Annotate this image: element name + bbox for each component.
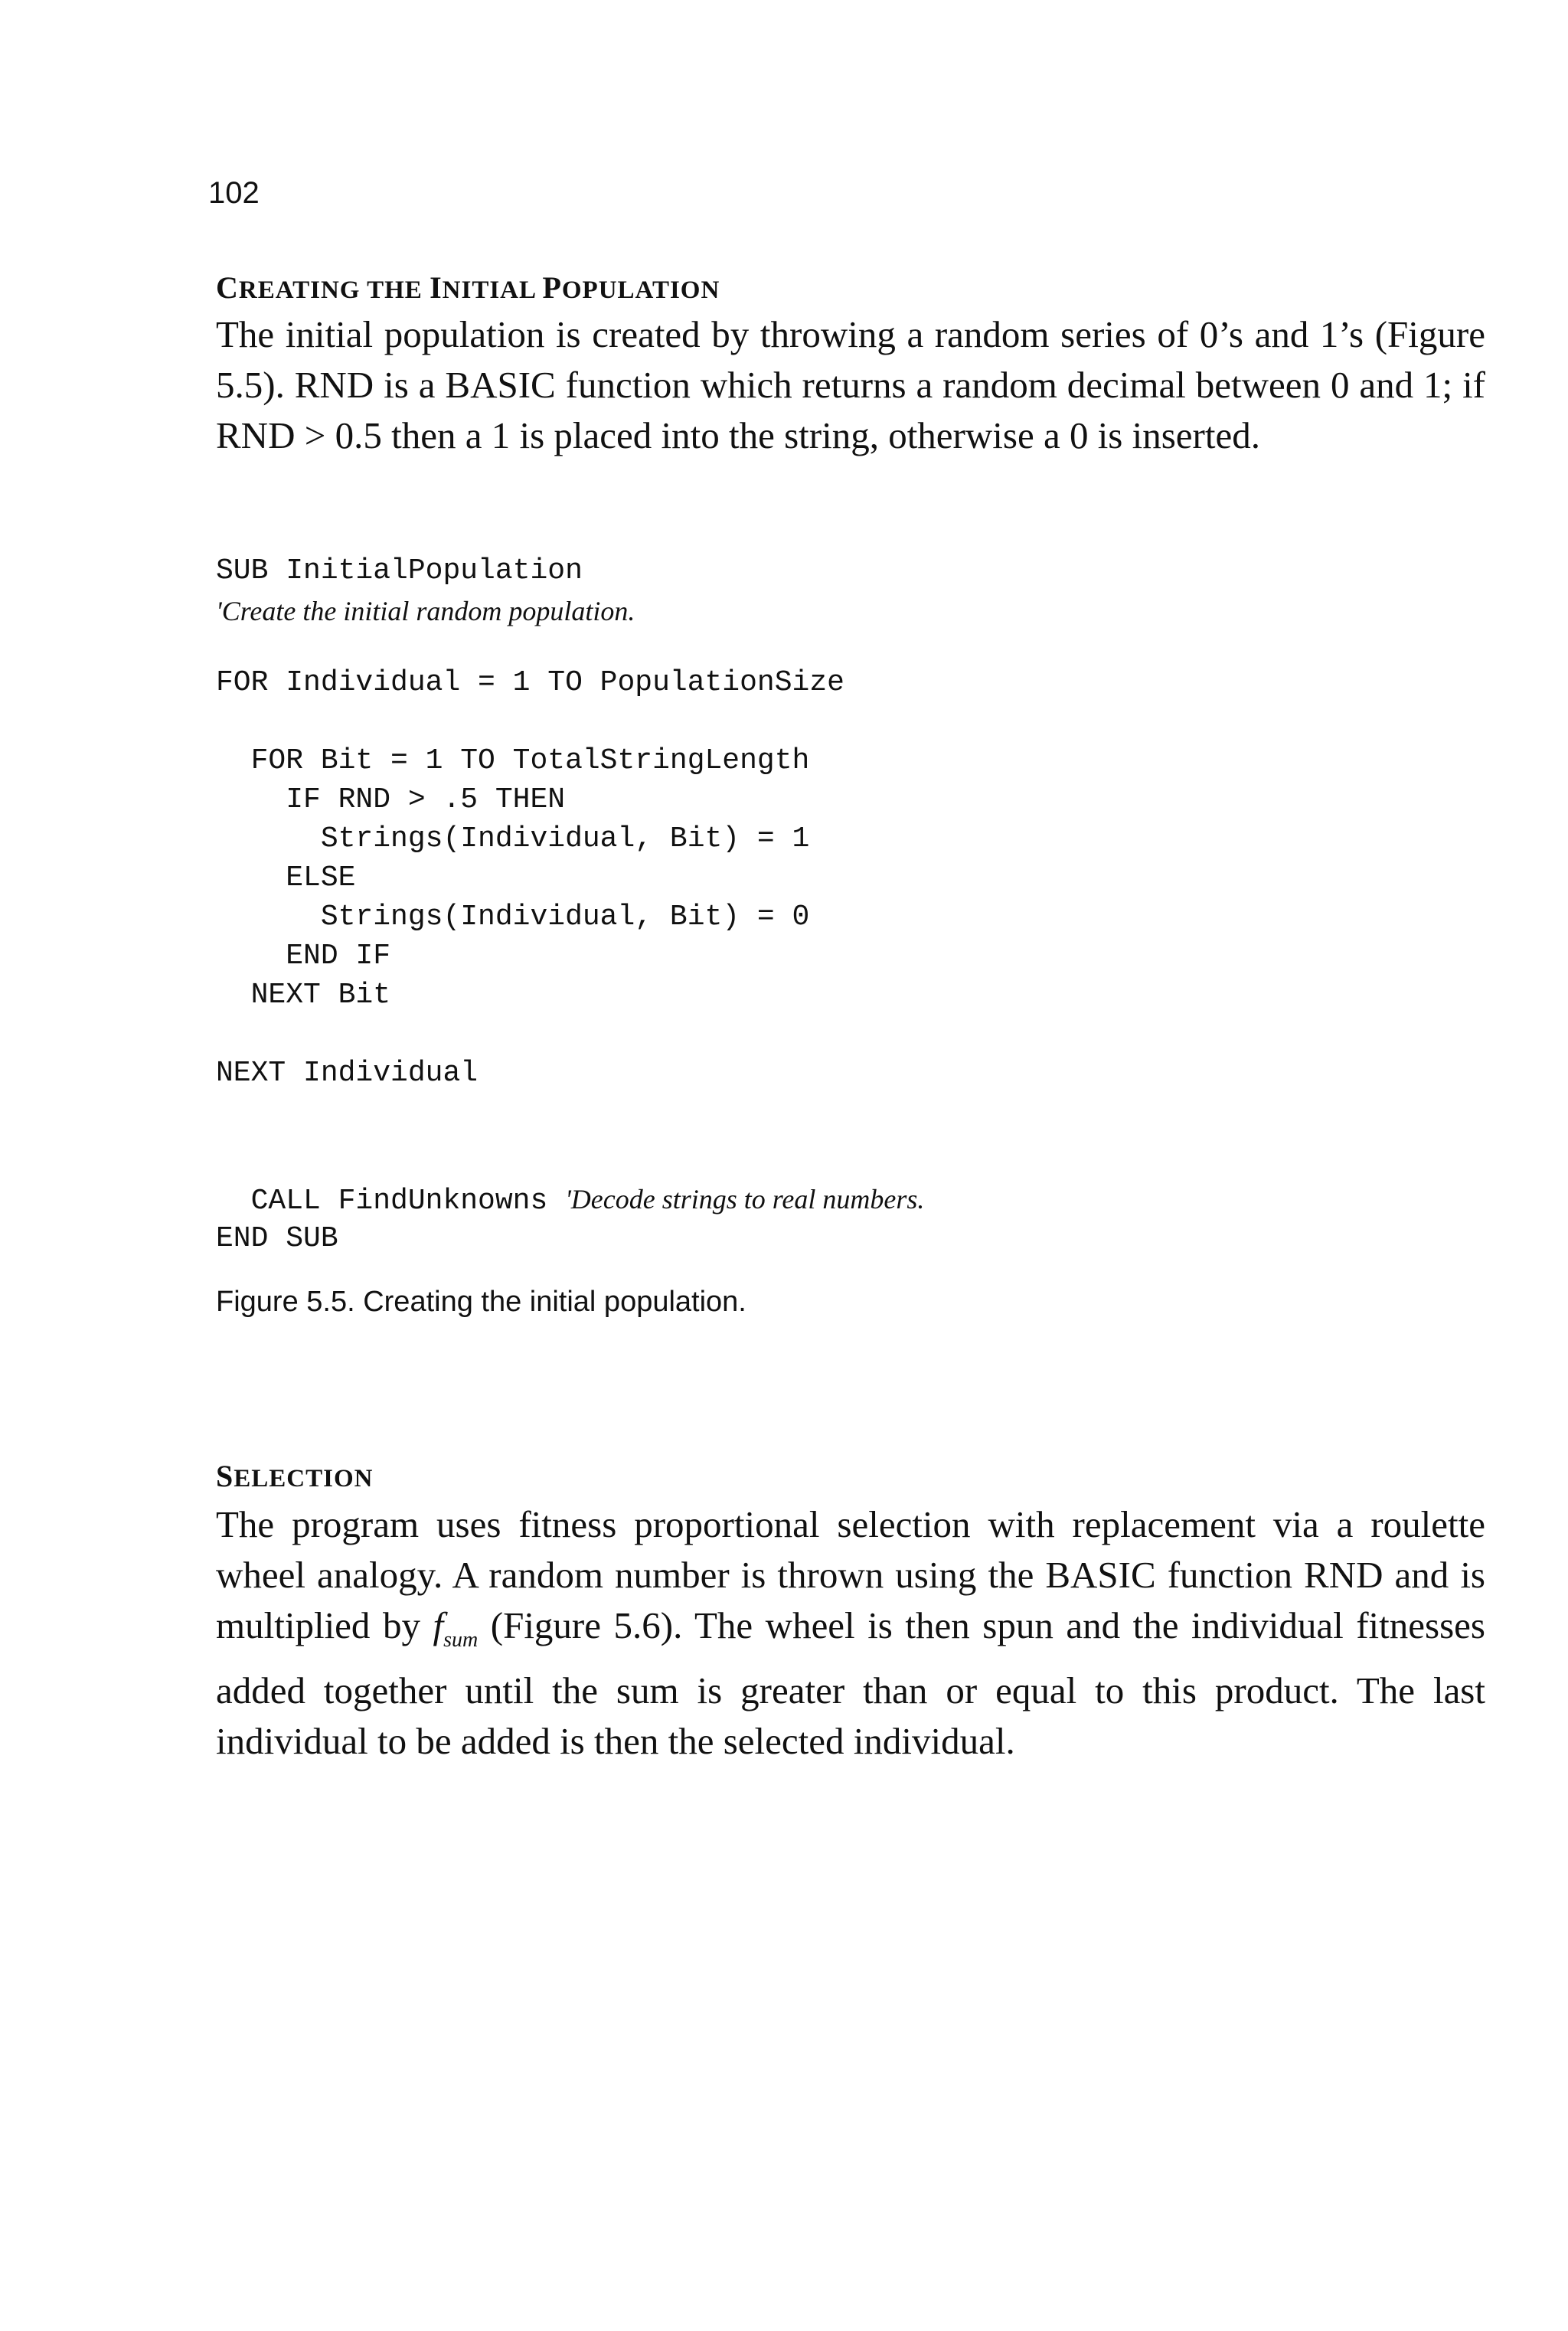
heading-smallcaps: NITIAL bbox=[442, 276, 543, 304]
code-call-statement: CALL FindUnknowns bbox=[250, 1185, 566, 1218]
fsum-symbol: $f_{sum}$ bbox=[433, 1604, 479, 1652]
code-line-end: END SUB bbox=[216, 1222, 338, 1255]
section-paragraph bbox=[216, 1499, 1485, 1767]
code-line-sub: SUB InitialPopulation bbox=[216, 554, 583, 587]
figure-caption: Figure 5.5. Creating the initial population. bbox=[216, 1286, 746, 1318]
paragraph-text: The program uses fitness proportional selection with replacement via a roulette wheel analogy. A random number is thrown using the BASIC function RND and is multiplied by bbox=[216, 1503, 1485, 1646]
code-line-call bbox=[216, 1141, 924, 1221]
code-call-comment: 'Decode strings to real numbers. bbox=[565, 1184, 925, 1215]
heading-letter: P bbox=[542, 270, 562, 305]
section-heading-creating-initial-population bbox=[216, 270, 720, 309]
heading-smallcaps: ELECTION bbox=[234, 1465, 374, 1492]
page-number: 102 bbox=[208, 176, 260, 210]
heading-letter: C bbox=[216, 270, 239, 305]
section-paragraph: The initial population is created by throwing a random series of 0’s and 1’s (Figure 5.5). RND is a BASIC function which returns a random decimal between 0 and 1; if RND > 0.5 then a 1 is placed into the string, otherwise a 0 is inserted. bbox=[216, 313, 1485, 456]
section-heading-selection bbox=[216, 1458, 373, 1497]
paragraph-text: (Figure 5.6). The wheel is then spun and the individual fitnesses added together until the sum is greater than or equal to this product. The last individual to be added is then the selected individual. bbox=[216, 1604, 1485, 1762]
heading-smallcaps: REATING THE bbox=[238, 276, 430, 304]
heading-smallcaps: OPULATION bbox=[561, 276, 720, 304]
code-comment-header: 'Create the initial random population. bbox=[216, 596, 635, 626]
code-loop-block: FOR Individual = 1 TO PopulationSize FOR Bit = 1 TO TotalStringLength IF RND > .5 THEN Strings(Individual, Bit) = 1 ELSE Strings(Individual, Bit) = 0 END IF NEXT Bit NEXT Individual bbox=[216, 666, 844, 1090]
heading-letter: S bbox=[216, 1459, 234, 1493]
heading-letter: I bbox=[430, 270, 443, 305]
